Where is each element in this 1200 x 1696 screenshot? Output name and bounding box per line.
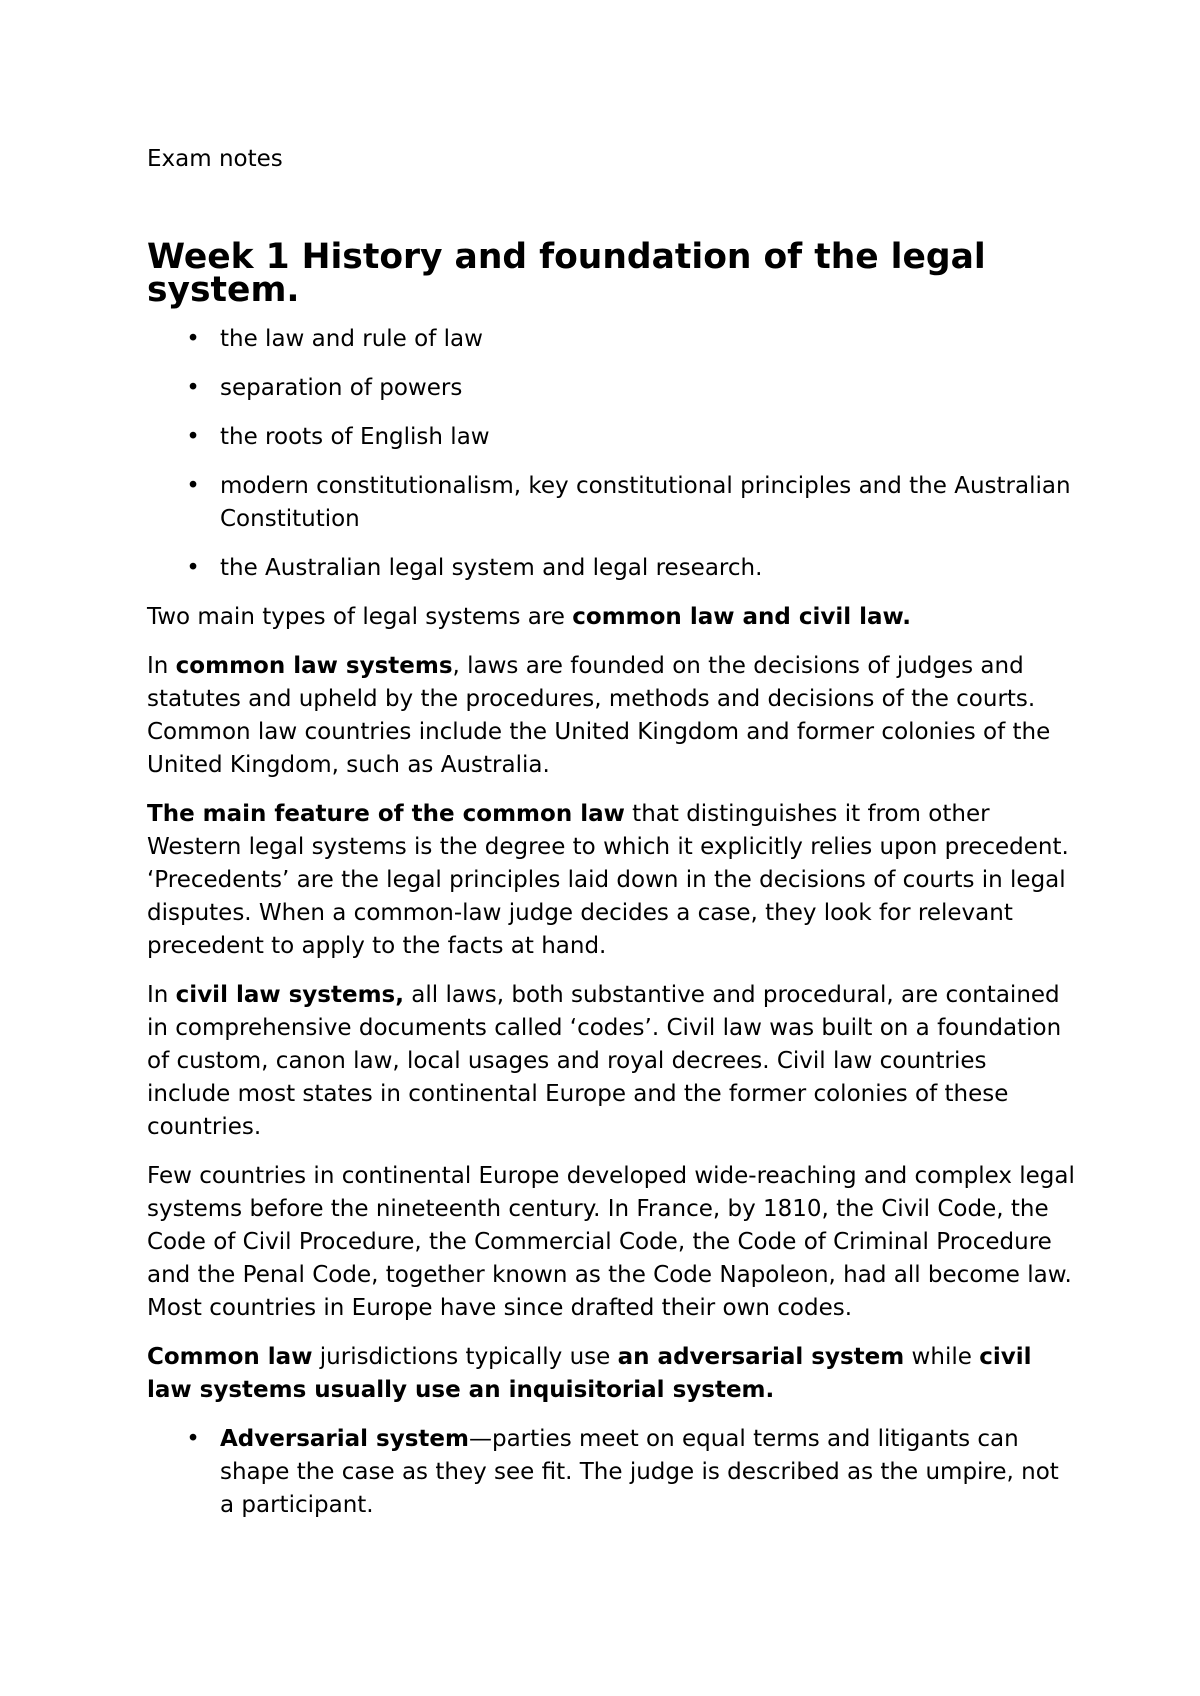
bullet-icon: •	[186, 555, 200, 581]
emphasis-text: common law systems	[175, 653, 453, 679]
paragraph-adversarial-inquisitorial	[147, 1341, 1077, 1407]
list-item	[147, 323, 1077, 356]
list-item-text: —parties meet on equal terms and litigants can shape the case as they see fit. The judge is described as the umpire, not a participant.	[220, 1426, 1059, 1518]
topic-text: the Australian legal system and legal research.	[220, 555, 763, 581]
paragraph-text: In	[147, 653, 176, 679]
week-heading: Week 1 History and foundation of the legal system.	[147, 237, 986, 310]
emphasis-text: The main feature of the common law	[147, 801, 625, 827]
paragraph-text: Two main types of legal systems are	[147, 604, 573, 630]
list-item	[147, 372, 1077, 405]
list-item	[147, 470, 1077, 536]
paragraph-text: , laws are founded on the decisions of judges and statutes and upheld by the procedures, methods and decisions of the courts. Common law countries include the United Kingdom and former colonies of the United Kingdom, such as Australia.	[147, 653, 1051, 778]
list-item	[147, 1423, 1077, 1522]
system-list	[147, 1423, 1077, 1522]
topic-list	[147, 323, 1077, 585]
paragraph-text: while	[904, 1344, 980, 1370]
emphasis-text: an adversarial system	[617, 1344, 905, 1370]
paragraph-civil-law-systems	[147, 979, 1077, 1144]
document-title: Exam notes	[147, 146, 283, 172]
paragraph-text: all laws, both substantive and procedural, are contained in comprehensive documents called ‘codes’. Civil law was built on a foundation of custom, canon law, local usages and royal decrees. Civil law countries include most states in continental Europe and the former colonies of these countries.	[147, 982, 1062, 1140]
emphasis-text: civil law systems,	[175, 982, 404, 1008]
paragraph-continental-europe: Few countries in continental Europe developed wide-reaching and complex legal systems before the nineteenth century. In France, by 1810, the Civil Code, the Code of Civil Procedure, the Commercial Code, the Code of Criminal Procedure and the Penal Code, together known as the Code Napoleon, had all become law. Most countries in Europe have since drafted their own codes.	[147, 1163, 1075, 1321]
topic-text: separation of powers	[220, 375, 463, 401]
bullet-icon: •	[186, 1426, 200, 1452]
bullet-icon: •	[186, 424, 200, 450]
emphasis-text: common law and civil law.	[572, 604, 912, 630]
emphasis-text: Common law	[147, 1344, 313, 1370]
paragraph-text: that distinguishes it from other Western legal systems is the degree to which it explicitly relies upon precedent. ‘Precedents’ are the legal principles laid down in the decisions of courts in legal disputes. When a common-law judge decides a case, they look for relevant precedent to apply to the facts at hand.	[147, 801, 1069, 959]
bullet-icon: •	[186, 326, 200, 352]
paragraph-common-law-systems	[147, 650, 1077, 782]
list-item	[147, 421, 1077, 454]
emphasis-text: civil law systems usually use an inquisitorial system.	[147, 1344, 1032, 1403]
list-item	[147, 552, 1077, 585]
paragraph-text: jurisdictions typically use	[312, 1344, 618, 1370]
paragraph-legal-system-types	[147, 601, 1077, 634]
bullet-icon: •	[186, 375, 200, 401]
emphasis-text: Adversarial system	[220, 1426, 469, 1452]
bullet-icon: •	[186, 473, 200, 499]
topic-text: the law and rule of law	[220, 326, 483, 352]
topic-text: modern constitutionalism, key constitutional principles and the Australian Constitution	[220, 473, 1071, 532]
paragraph-common-law-feature	[147, 798, 1077, 963]
topic-text: the roots of English law	[220, 424, 490, 450]
document-body	[147, 237, 1077, 1538]
paragraph-text: In	[147, 982, 176, 1008]
